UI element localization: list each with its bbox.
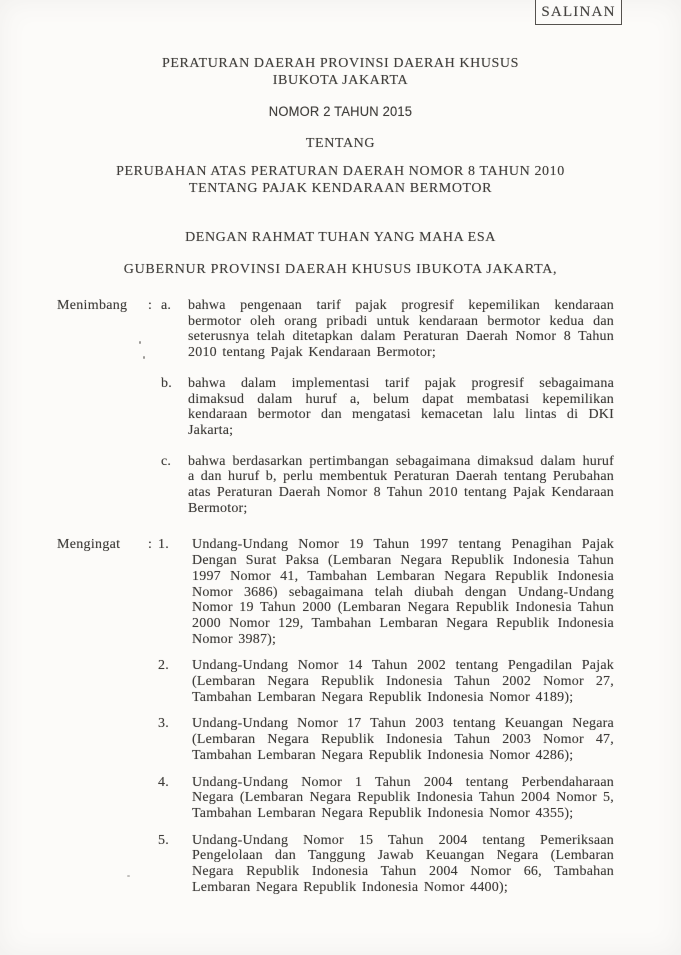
item-text: Undang-Undang Nomor 17 Tahun 2003 tentang Keuangan Negara (Lembaran Negara Republik Indonesia Tahun 2003 Nomor 47, Tambahan Lembaran Negara Republik Indonesia Nomor 4286);	[192, 716, 614, 763]
item-text: bahwa berdasarkan pertimbangan sebagaimana dimaksud dalam huruf a dan huruf b, perlu membentuk Peraturan Daerah tentang Perubahan atas Peraturan Daerah Nomor 8 Tahun 2010 tentang Pajak Kendaraan Bermotor;	[188, 453, 614, 516]
menimbang-item-b	[161, 375, 614, 439]
item-text: Undang-Undang Nomor 19 Tahun 1997 tentang Penagihan Pajak Dengan Surat Paksa (Lembaran Negara Republik Indonesia Tahun 1997 Nomor 41, Tambahan Lembaran Negara Republik Indonesia Nomor 3686) sebagaimana telah diubah dengan Undang-Undang Nomor 19 Tahun 2000 (Lembaran Negara Republik Indonesia Tahun 2000 Nomor 129, Tambahan Lembaran Negara Republik Indonesia Nomor 3987);	[192, 537, 614, 647]
item-text: Undang-Undang Nomor 14 Tahun 2002 tentang Pengadilan Pajak (Lembaran Negara Republik Indonesia Tahun 2002 Nomor 27, Tambahan Lembaran Negara Republik Indonesia Nomor 4189);	[192, 658, 614, 705]
item-text: bahwa pengenaan tarif pajak progresif kepemilikan kendaraan bermotor oleh orang pribadi untuk kendaraan bermotor kedua dan seterusnya telah ditetapkan dalam Peraturan Daerah Nomor 8 Tahun 2010 tentang Pajak Kendaraan Bermotor;	[188, 298, 614, 361]
item-marker: b.	[161, 375, 172, 391]
document-title-line2: IBUKOTA JAKARTA	[272, 73, 409, 88]
mengingat-label: Mengingat	[57, 537, 121, 553]
mengingat-item-1	[158, 537, 614, 647]
item-text: bahwa dalam implementasi tarif pajak progresif sebagaimana dimaksud dalam huruf a, belum dapat membatasi kepemilikan kendaraan bermotor dan mengatasi kemacetan lalu lintas di DKI Jakarta;	[188, 375, 614, 438]
scan-artifact-dot	[143, 356, 145, 359]
document-number: NOMOR 2 TAHUN 2015	[268, 104, 413, 119]
menimbang-colon: :	[148, 298, 152, 313]
menimbang-item-c	[161, 453, 614, 517]
item-marker: 2.	[158, 658, 169, 674]
mengingat-item-4	[158, 774, 614, 822]
mengingat-section	[57, 537, 614, 895]
salinan-stamp	[535, 0, 622, 25]
mengingat-item-2	[158, 658, 614, 705]
item-marker: c.	[161, 453, 172, 469]
document-title-line1: PERATURAN DAERAH PROVINSI DAERAH KHUSUS	[161, 56, 520, 71]
menimbang-label: Menimbang	[57, 298, 128, 313]
subject-line1: PERUBAHAN ATAS PERATURAN DAERAH NOMOR 8 TAHUN 2010	[116, 164, 565, 179]
menimbang-section	[57, 298, 614, 516]
tentang-heading: TENTANG	[305, 136, 376, 151]
menimbang-item-a	[161, 298, 614, 361]
salinan-stamp-label: SALINAN	[541, 4, 616, 20]
item-marker: 3.	[158, 716, 169, 732]
item-marker: 1.	[158, 537, 169, 553]
item-marker: a.	[161, 298, 172, 313]
item-text: Undang-Undang Nomor 1 Tahun 2004 tentang Perbendaharaan Negara (Lembaran Negara Republik Indonesia Tahun 2004 Nomor 5, Tambahan Lembaran Negara Republik Indonesia Nomor 4355);	[192, 774, 614, 821]
subject-line2: TENTANG PAJAK KENDARAAN BERMOTOR	[188, 181, 493, 196]
mengingat-item-5	[158, 832, 614, 896]
scan-artifact-dot	[127, 875, 130, 877]
document-headings	[0, 0, 681, 278]
item-marker: 4.	[158, 774, 169, 790]
mengingat-colon: :	[148, 537, 152, 553]
item-marker: 5.	[158, 832, 169, 848]
scan-artifact-dot	[139, 341, 141, 344]
item-text: Undang-Undang Nomor 15 Tahun 2004 tentang Pemeriksaan Pengelolaan dan Tanggung Jawab Keuangan Negara (Lembaran Negara Republik Indonesia Tahun 2004 Nomor 66, Tambahan Lembaran Negara Republik Indonesia Nomor 4400);	[192, 832, 614, 895]
authority-line: GUBERNUR PROVINSI DAERAH KHUSUS IBUKOTA JAKARTA,	[123, 262, 558, 277]
invocation-line: DENGAN RAHMAT TUHAN YANG MAHA ESA	[185, 230, 496, 245]
mengingat-item-3	[158, 716, 614, 763]
